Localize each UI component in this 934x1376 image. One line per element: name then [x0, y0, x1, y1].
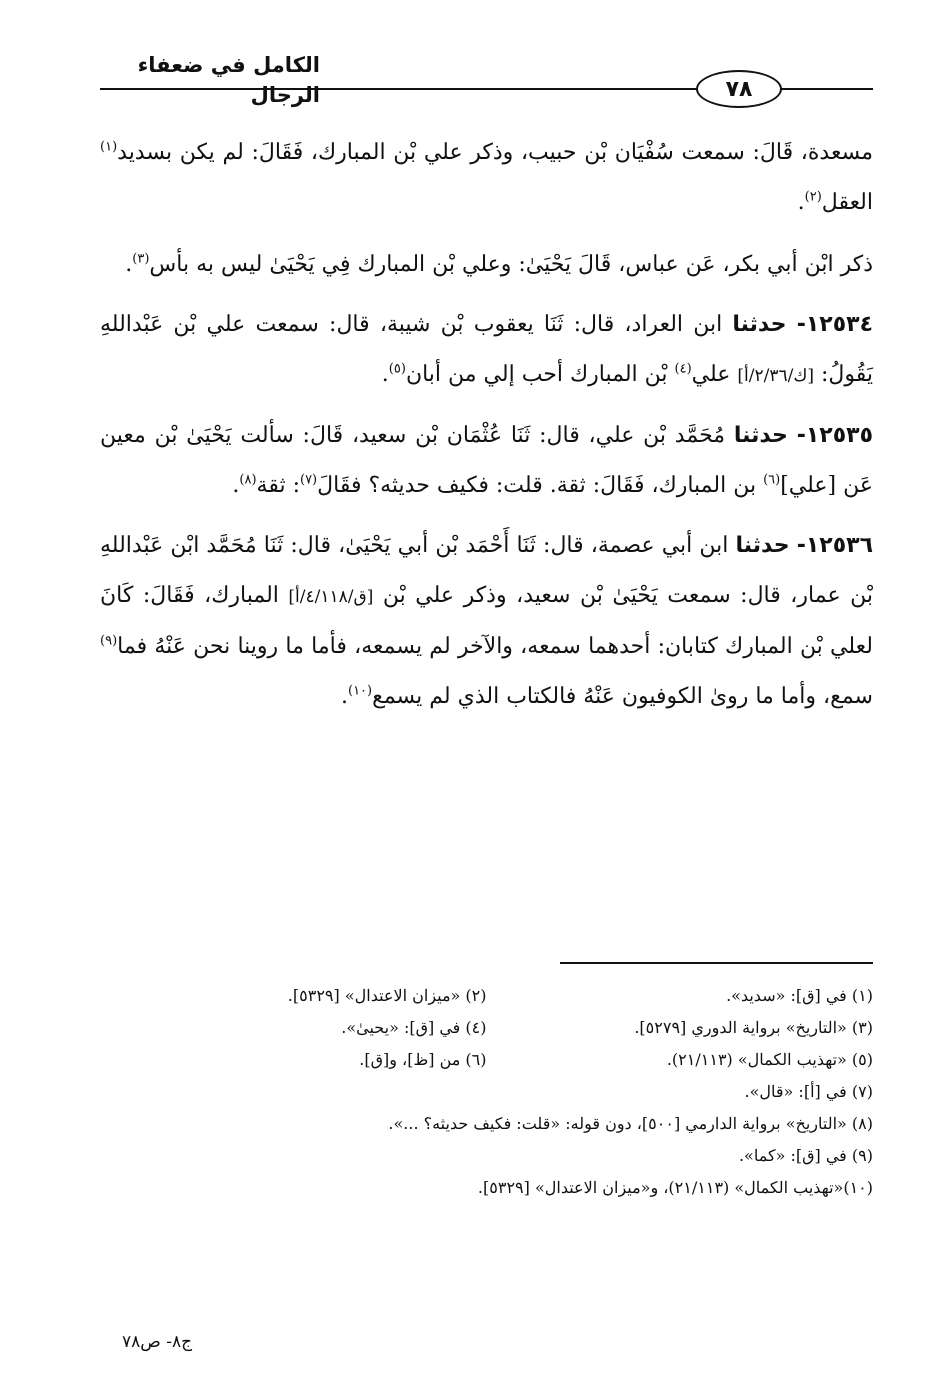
paragraph-text: بن المبارك، فَقَالَ: ثقة. قلت: فكيف حديثه؟ فقَالَ	[317, 473, 764, 498]
paragraph-text: مُحَمَّد بْن علي، قال: ثَنَا عُثْمَان بْن سعيد، قَالَ: سألت يَحْيَىٰ بْن معين عَن [علي]	[100, 423, 873, 498]
footnote-marker: (٢)	[804, 189, 822, 205]
footnotes	[100, 980, 873, 1204]
footnote-4: (٤) في [ق]: «يحيىٰ».	[341, 1018, 487, 1037]
paragraph-text: .	[381, 362, 389, 387]
hadith-keyword: حدثنا	[735, 533, 790, 558]
footnote-marker: (٣)	[132, 251, 150, 267]
hadith-number: ١٢٥٣٥-	[796, 423, 873, 448]
footnote-marker: (٦)	[763, 472, 781, 488]
paragraph-text: .	[232, 473, 240, 498]
paragraph-text: العقل	[821, 190, 873, 215]
footnote-8: (٨) «التاريخ» برواية الدارمي [٥٠٠]، دون قوله: «قلت: فكيف حديثه؟ ...».	[388, 1114, 873, 1133]
footnote-1: (١) في [ق]: «سديد».	[726, 986, 873, 1005]
footnote-marker: (٥)	[388, 361, 406, 377]
hadith-keyword: حدثنا	[732, 312, 787, 337]
footnote-marker: (١٠)	[347, 683, 373, 699]
footnote-10: (١٠)«تهذيب الكمال» (٢١/١١٣)، و«ميزان الاعتدال» [٥٣٢٩].	[477, 1178, 873, 1197]
paragraph-text: : ثقة	[256, 473, 300, 498]
footnote-5: (٥) «تهذيب الكمال» (٢١/١١٣).	[666, 1050, 873, 1069]
footnote-7: (٧) في [أ]: «قال».	[744, 1082, 873, 1101]
paragraph-text: بْن المبارك أحب إلي من أبان	[405, 362, 675, 387]
footnote-row	[100, 1044, 873, 1076]
page-number-badge	[696, 70, 782, 108]
footnote-marker: (٨)	[239, 472, 257, 488]
paragraph-text: ابن العراد، قال: ثَنَا يعقوب بْن شيبة، قال: سمعت علي بْن عَبْداللهِ يَقُولُ:	[100, 312, 873, 387]
footnote-9: (٩) في [ق]: «كما».	[738, 1146, 873, 1165]
page-header-title: الكامل في ضعفاء الرجال	[137, 53, 320, 107]
footnote-marker: (٧)	[299, 472, 318, 488]
paragraph-text: ذكر ابْن أبي بكر، عَن عباس، قَالَ يَحْيَىٰ: وعلي بْن المبارك فِي يَحْيَىٰ ليس به بأس	[149, 252, 873, 277]
paragraph-1	[100, 128, 873, 228]
footnote-row	[100, 980, 873, 1012]
footnote-2: (٢) «ميزان الاعتدال» [٥٣٢٩].	[287, 986, 487, 1005]
paragraph-text: .	[340, 684, 348, 709]
paragraph-text: .	[125, 252, 133, 277]
hadith-keyword: حدثنا	[733, 423, 788, 448]
footnote-6: (٦) من [ظ]، و[ق].	[359, 1050, 487, 1069]
page-number: ٧٨	[725, 76, 753, 102]
paragraph-hadith-12535	[100, 411, 873, 511]
main-text	[100, 128, 873, 732]
volume-page-label: ج٨- ص٧٨	[122, 1332, 193, 1352]
footnote-3: (٣) «التاريخ» برواية الدوري [٥٢٧٩].	[634, 1018, 873, 1037]
paragraph-text: المبارك، فَقَالَ: كَانَ لعلي بْن المبارك كتابان: أحدهما سمعه، والآخر لم يسمعه، فأما ما روينا نحن عَنْهُ فما	[100, 583, 873, 659]
footnote-separator	[560, 962, 873, 964]
footnote-row	[100, 1012, 873, 1044]
paragraph-text: .	[797, 190, 805, 215]
hadith-number: ١٢٥٣٤-	[796, 312, 873, 337]
manuscript-reference: [ك/٢/٣٦/أ]	[737, 366, 814, 386]
footnote-marker: (٩)	[100, 633, 118, 649]
manuscript-reference: [ق/٤/١١٨/أ]	[288, 587, 374, 607]
paragraph-text: سمع، وأما ما روىٰ الكوفيون عَنْهُ فالكتاب الذي لم يسمع	[372, 684, 873, 709]
paragraph-2	[100, 240, 873, 290]
paragraph-text: علي	[691, 362, 738, 387]
footnote-marker: (١)	[100, 139, 118, 155]
footnote-marker: (٤)	[674, 361, 692, 377]
paragraph-hadith-12536	[100, 521, 873, 722]
paragraph-text: مسعدة، قَالَ: سمعت سُفْيَان بْن حبيب، وذكر علي بْن المبارك، فَقَالَ: لم يكن بسديد	[117, 140, 873, 165]
hadith-number: ١٢٥٣٦-	[796, 533, 873, 558]
paragraph-hadith-12534	[100, 300, 873, 401]
paragraph-text: ابن أبي عصمة، قال: ثَنَا أَحْمَد بْن أبي يَحْيَىٰ، قال: ثَنَا مُحَمَّد ابْن عَبْداللهِ بْن عمار، قال: سمعت يَحْيَىٰ بْن سعيد، وذكر علي بْن	[100, 533, 873, 608]
